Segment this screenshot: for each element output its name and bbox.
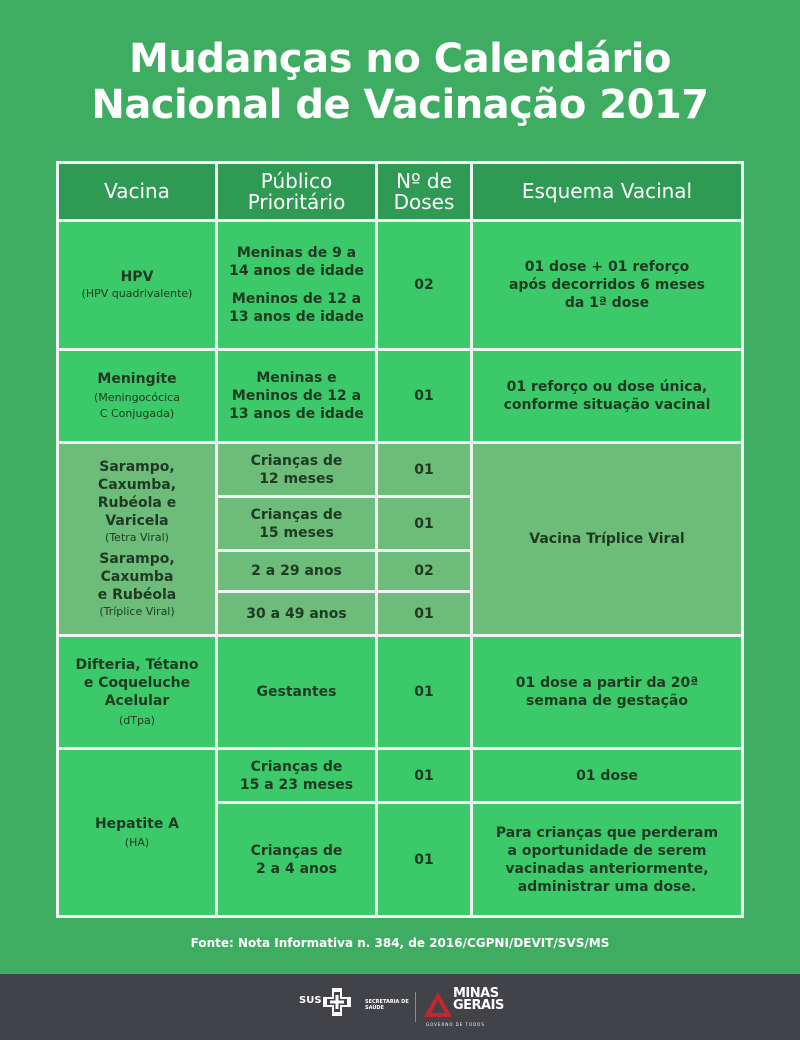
minas-gerais-triangle-icon	[423, 990, 453, 1018]
meningite-doses-cell	[378, 351, 470, 441]
meningite-vacina-sub-line1: (Meningocócica	[94, 391, 180, 404]
sarampo-esquema: Vacina Tríplice Viral	[529, 531, 685, 547]
secretaria-label	[365, 999, 409, 1011]
dtpa-publico-cell	[218, 637, 375, 747]
dtpa-vacina-sub: (dTpa)	[118, 713, 155, 727]
triplice-line2: Caxumba	[100, 569, 174, 585]
dtpa-vacina-cell	[59, 637, 215, 747]
sarampo-row4-publico	[218, 593, 375, 634]
sarampo-row2-publico-line2: 15 meses	[259, 524, 334, 541]
hepatite-row2-esquema-line4: administrar uma dose.	[517, 878, 697, 895]
meningite-esquema-line2: conforme situação vacinal	[503, 397, 711, 413]
title-line-2: Nacional de Vacinação 2017	[91, 82, 709, 128]
hpv-doses: 02	[414, 277, 434, 293]
hepatite-vacina: Hepatite A	[94, 815, 180, 832]
footer	[0, 974, 800, 1040]
hepatite-row1-publico-line2: 15 a 23 meses	[239, 776, 354, 793]
hepatite-row2-publico-line1: Crianças de	[250, 842, 343, 859]
meningite-esquema-line1: 01 reforço ou dose única,	[506, 379, 708, 395]
hpv-esquema-line3: da 1ª dose	[564, 295, 650, 311]
sarampo-row1-publico-line1: Crianças de	[250, 452, 343, 469]
sarampo-row2-publico	[218, 498, 375, 549]
minas-line: MINAS	[453, 986, 499, 1001]
tetra-line1: Sarampo,	[99, 459, 175, 475]
meningite-vacina-cell	[59, 351, 215, 441]
dtpa-vacina-line1: Difteria, Tétano	[75, 656, 199, 673]
sarampo-row3-doses	[378, 552, 470, 590]
sarampo-row4-publico-line1: 30 a 49 anos	[246, 605, 347, 622]
header-publico	[218, 164, 375, 219]
header-publico-line1: Público	[260, 168, 333, 193]
hepatite-vacina-cell	[59, 750, 215, 915]
hpv-doses-cell	[378, 222, 470, 348]
sarampo-row1-doses	[378, 444, 470, 495]
sarampo-row1-publico-line2: 12 meses	[259, 470, 334, 487]
triplice-line1: Sarampo,	[99, 551, 175, 567]
title-line-1: Mudanças no Calendário	[129, 36, 671, 82]
sarampo-row2-publico-line1: Crianças de	[250, 506, 343, 523]
header-doses-line1: Nº de	[396, 168, 452, 193]
meningite-vacina-sub-line2: C Conjugada)	[99, 407, 175, 420]
meningite-publico-line3: 13 anos de idade	[229, 406, 364, 422]
header-vacina	[59, 164, 215, 219]
hepatite-row2-publico-line2: 2 a 4 anos	[256, 860, 337, 877]
dtpa-esquema-line2: semana de gestação	[526, 693, 688, 709]
hepatite-row1-doses	[378, 750, 470, 801]
header-vacina-text: Vacina	[104, 179, 170, 203]
tetra-sub: (Tetra Viral)	[105, 531, 169, 544]
hepatite-row1-publico	[218, 750, 375, 801]
hepatite-row1-doses-value: 01	[414, 767, 434, 784]
dtpa-doses: 01	[414, 684, 434, 700]
meningite-esquema-cell	[473, 351, 741, 441]
hepatite-vacina-sub: (HA)	[124, 835, 150, 849]
sarampo-row4-doses-value: 01	[414, 605, 434, 622]
sarampo-row3-doses-value: 02	[414, 563, 434, 579]
hpv-vacina-cell	[59, 222, 215, 348]
meningite-publico-line1: Meninas e	[256, 370, 337, 386]
hpv-vacina-sub: (HPV quadrivalente)	[81, 287, 193, 300]
sarampo-row1-publico	[218, 444, 375, 495]
hpv-publico-cell	[218, 222, 375, 348]
hepatite-row1-esquema-text: 01 dose	[576, 767, 638, 784]
page-title	[0, 36, 800, 128]
sarampo-row2-doses	[378, 498, 470, 549]
meningite-publico-line2: Meninos de 12 a	[231, 388, 362, 404]
meningite-doses: 01	[414, 388, 434, 404]
sus-label: SUS	[299, 995, 322, 1006]
dtpa-esquema-line1: 01 dose a partir da 20ª	[515, 675, 699, 691]
secretaria-line2: SAÚDE	[365, 1005, 384, 1011]
header-doses	[378, 164, 470, 219]
gerais-line: GERAIS	[453, 998, 504, 1013]
header-doses-line2: Doses	[393, 189, 455, 214]
hepatite-row2-esquema-line1: Para crianças que perderam	[495, 824, 719, 841]
source-note: Fonte: Nota Informativa n. 384, de 2016/CGPNI/DEVIT/SVS/MS	[190, 936, 610, 950]
hpv-publico-a-line1: Meninas de 9 a	[236, 245, 357, 261]
dtpa-esquema-cell	[473, 637, 741, 747]
sarampo-row2-doses-value: 01	[414, 515, 434, 532]
hpv-esquema-line2: após decorridos 6 meses	[508, 277, 706, 293]
hpv-esquema-line1: 01 dose + 01 reforço	[524, 259, 690, 275]
header-esquema-text: Esquema Vacinal	[521, 179, 693, 203]
dtpa-doses-cell	[378, 637, 470, 747]
sus-cross-icon	[321, 986, 353, 1018]
hpv-vacina: HPV	[120, 269, 154, 285]
hepatite-row1-publico-line1: Crianças de	[250, 758, 343, 775]
tetra-line3: Rubéola e Varicela	[97, 495, 177, 529]
triplice-sub: (Tríplice Viral)	[99, 605, 175, 618]
dtpa-vacina-line2: e Coqueluche	[83, 674, 191, 691]
hepatite-row2-esquema-line3: vacinadas anteriormente,	[505, 860, 709, 877]
hepatite-row2-esquema	[473, 804, 741, 915]
hepatite-row2-publico	[218, 804, 375, 915]
header-publico-line2: Prioritário	[247, 189, 346, 214]
minas-gerais-logo-text	[453, 988, 504, 1012]
triplice-line3: e Rubéola	[97, 587, 177, 603]
meningite-publico-cell	[218, 351, 375, 441]
hepatite-row2-doses-value: 01	[414, 851, 434, 868]
hpv-esquema-cell	[473, 222, 741, 348]
sarampo-row3-publico-line1: 2 a 29 anos	[251, 563, 342, 579]
footer-divider	[415, 992, 416, 1022]
hpv-publico-b-line2: 13 anos de idade	[229, 309, 364, 325]
vaccination-table	[56, 161, 744, 918]
dtpa-publico: Gestantes	[256, 684, 337, 700]
hepatite-row2-doses	[378, 804, 470, 915]
sarampo-row4-doses	[378, 593, 470, 634]
hpv-publico-a-line2: 14 anos de idade	[229, 263, 364, 279]
meningite-vacina: Meningite	[97, 371, 177, 387]
sarampo-row3-publico	[218, 552, 375, 590]
hepatite-row1-esquema	[473, 750, 741, 801]
secretaria-line1: SECRETARIA DE	[365, 999, 409, 1005]
tetra-line2: Caxumba,	[97, 477, 177, 493]
hepatite-row2-esquema-line2: a oportunidade de serem	[507, 842, 707, 859]
minas-gerais-tagline: GOVERNO DE TODOS	[426, 1022, 485, 1027]
header-esquema	[473, 164, 741, 219]
dtpa-vacina-line3: Acelular	[104, 692, 170, 709]
sarampo-vacina-cell	[59, 444, 215, 634]
sarampo-row1-doses-value: 01	[414, 461, 434, 478]
hpv-publico-b-line1: Meninos de 12 a	[231, 291, 362, 307]
sarampo-esquema-cell	[473, 444, 741, 634]
